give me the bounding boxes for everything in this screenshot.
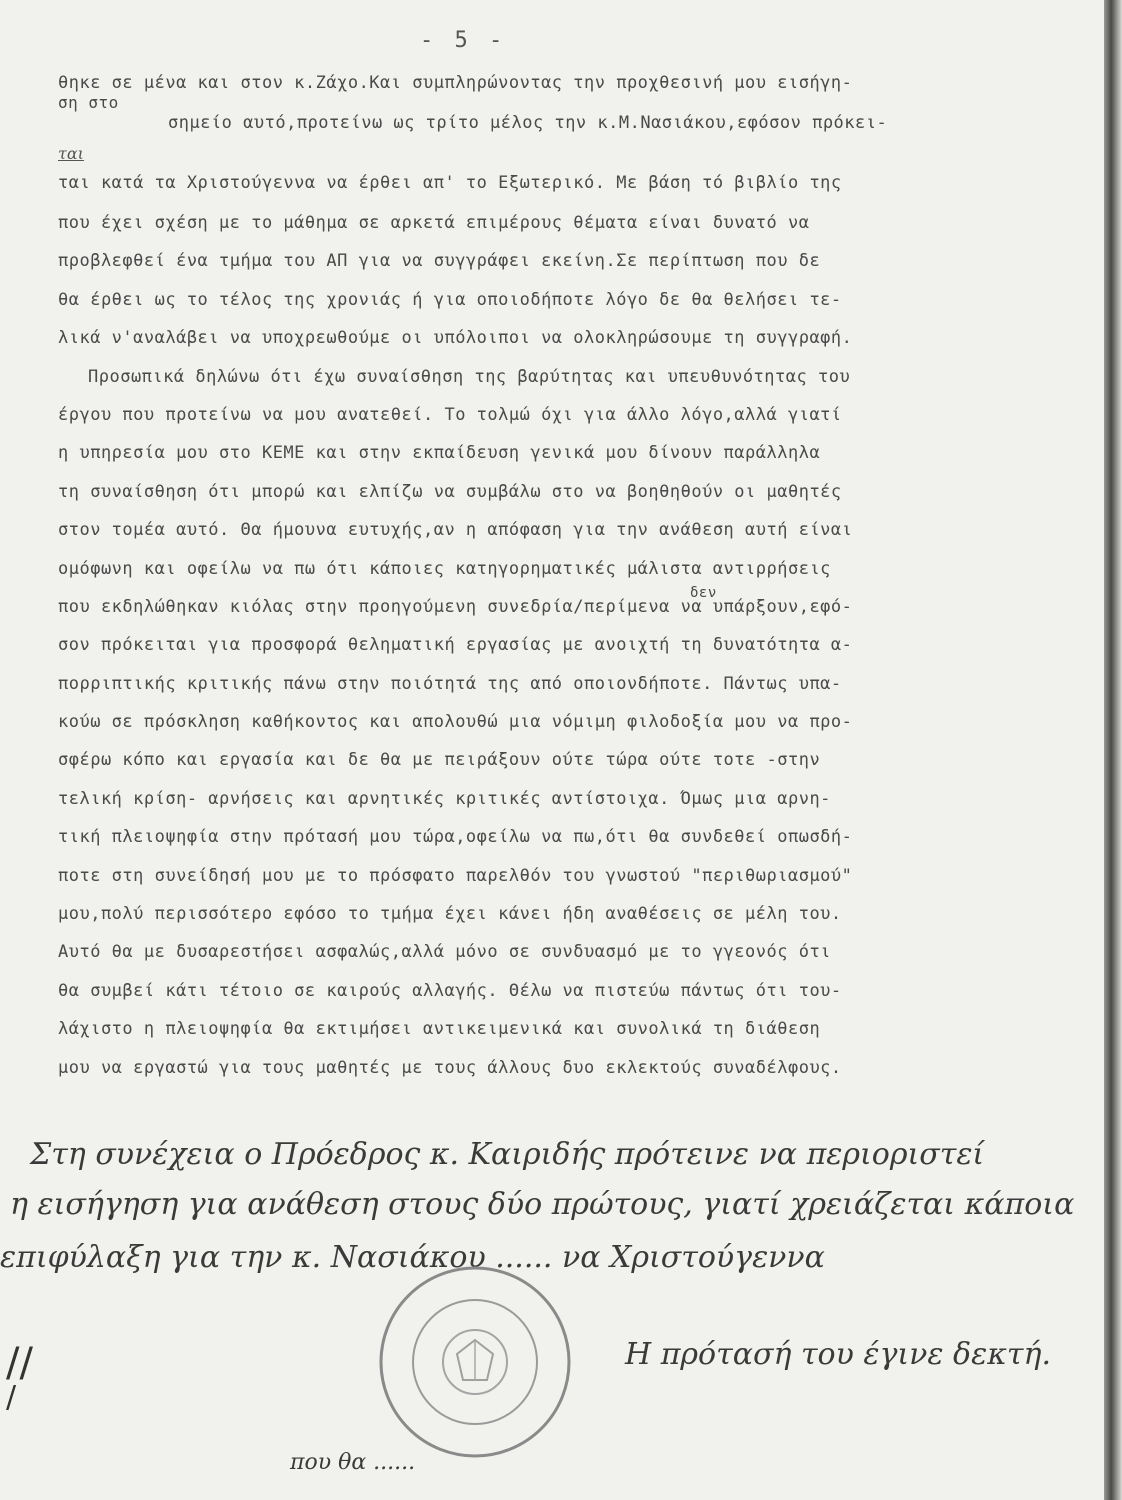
- typed-line: προβλεφθεί ένα τμήμα του ΑΠ για να συγγράφει εκείνη.Σε περίπτωση που δε: [58, 251, 821, 272]
- official-stamp: [375, 1262, 575, 1462]
- typed-line: Προσωπικά δηλώνω ότι έχω συναίσθηση της βαρύτητας και υπευθυνότητας του: [88, 366, 851, 387]
- typed-line: ται κατά τα Χριστούγεννα να έρθει απ' το Εξωτερικό. Με βάση τό βιβλίο της: [58, 173, 842, 193]
- typed-line: τελική κρίση- αρνήσεις και αρνητικές κριτικές αντίστοιχα. Όμως μια αρνη-: [58, 788, 831, 809]
- typed-line: μου,πολύ περισσότερο εφόσο το τμήμα έχει κάνει ήδη αναθέσεις σε μέλη του.: [58, 904, 842, 925]
- typed-line: θηκε σε μένα και στον κ.Ζάχο.Και συμπληρώνοντας την προχθεσινή μου εισήγη-: [58, 73, 853, 93]
- typed-line: σον πρόκειται για προσφορά θεληματική εργασίας με ανοιχτή τη δυνατότητα α-: [58, 635, 853, 656]
- typed-line-text: που εκδηλώθηκαν κιόλας στην προηγούμενη συνεδρία/περίμενα να υπάρξουν,εφό-: [58, 596, 853, 617]
- page-number: - 5 -: [420, 28, 507, 53]
- typed-line: ποτε στη συνείδησή μου με το πρόσφατο παρελθόν του γνωστού "περιθωριασμού": [58, 865, 853, 886]
- handwritten-line: Η πρότασή του έγινε δεκτή.: [625, 1337, 1051, 1372]
- typed-body: [58, 72, 1088, 1087]
- binding-edge: [1104, 0, 1122, 1500]
- typed-line: θα έρθει ως το τέλος της χρονιάς ή για οποιοδήποτε λόγο δε θα θελήσει τε-: [58, 289, 842, 310]
- handwritten-insert: ται: [58, 144, 84, 163]
- handwritten-line: επιφύλαξη για την κ. Νασιάκου ...... να Χριστούγεννα: [0, 1240, 825, 1275]
- margin-mark: //: [6, 1340, 33, 1386]
- handwritten-line: Στη συνέχεια ο Πρόεδρος κ. Καιριδής πρότεινε να περιοριστεί: [30, 1137, 985, 1172]
- typed-line: κούω σε πρόσκληση καθήκοντος και απολουθώ μια νόμιμη φιλοδοξία μου να προ-: [58, 712, 853, 733]
- typed-line: που έχει σχέση με το μάθημα σε αρκετά επιμέρους θέματα είναι δυνατό να: [58, 213, 810, 233]
- typed-line: λάχιστο η πλειοψηφία θα εκτιμήσει αντικειμενικά και συνολικά τη διάθεση: [58, 1019, 821, 1040]
- typed-line: η υπηρεσία μου στο ΚΕΜΕ και στην εκπαίδευση γενικά μου δίνουν παράλληλα: [58, 443, 821, 464]
- typed-line: σφέρω κόπο και εργασία και δε θα με πειράξουν ούτε τώρα ούτε τοτε -στην: [58, 750, 821, 771]
- typed-line: τη συναίσθηση ότι μπορώ και ελπίζω να συμβάλω στο να βοηθηθούν οι μαθητές: [58, 481, 842, 502]
- margin-mark: /: [6, 1380, 17, 1415]
- handwritten-line: που θα ......: [290, 1450, 416, 1475]
- typed-line: τική πλειοψηφία στην πρότασή μου τώρα,οφείλω να πω,ότι θα συνδεθεί οπωσδή-: [58, 827, 853, 848]
- typed-line: Αυτό θα με δυσαρεστήσει ασφαλώς,αλλά μόνο σε συνδυασμό με το γγεονός ότι: [58, 942, 831, 963]
- typed-line: ομόφωνη και οφείλω να πω ότι κάποιες κατηγορηματικές μάλιστα αντιρρήσεις: [58, 558, 831, 579]
- typed-line: λικά ν'αναλάβει να υποχρεωθούμε οι υπόλοιποι να ολοκληρώσουμε τη συγγραφή.: [58, 328, 853, 349]
- typed-line: σημείο αυτό,προτείνω ως τρίτο μέλος την κ.Μ.Νασιάκου,εφόσον πρόκει-: [168, 113, 888, 133]
- typed-line: στον τομέα αυτό. Θα ήμουνα ευτυχής,αν η απόφαση για την ανάθεση αυτή είναι: [58, 520, 853, 541]
- typed-line: έργου που προτείνω να μου ανατεθεί. Το τολμώ όχι για άλλο λόγο,αλλά γιατί: [58, 404, 842, 425]
- typed-line: πορριπτικής κριτικής πάνω στην ποιότητά της από οποιονδήποτε. Πάντως υπα-: [58, 673, 842, 694]
- typed-line: θα συμβεί κάτι τέτοιο σε καιρούς αλλαγής. Θέλω να πιστεύω πάντως ότι του-: [58, 980, 842, 1001]
- typed-line-with-insert: [58, 584, 1088, 626]
- typed-line: ση στο: [58, 93, 119, 112]
- handwritten-line: η εισήγηση για ανάθεση στους δύο πρώτους, γιατί χρειάζεται κάποια: [10, 1187, 1075, 1222]
- typed-line: μου να εργαστώ για τους μαθητές με τους άλλους δυο εκλεκτούς συναδέλφους.: [58, 1057, 842, 1078]
- typed-insert: δεν: [690, 584, 717, 601]
